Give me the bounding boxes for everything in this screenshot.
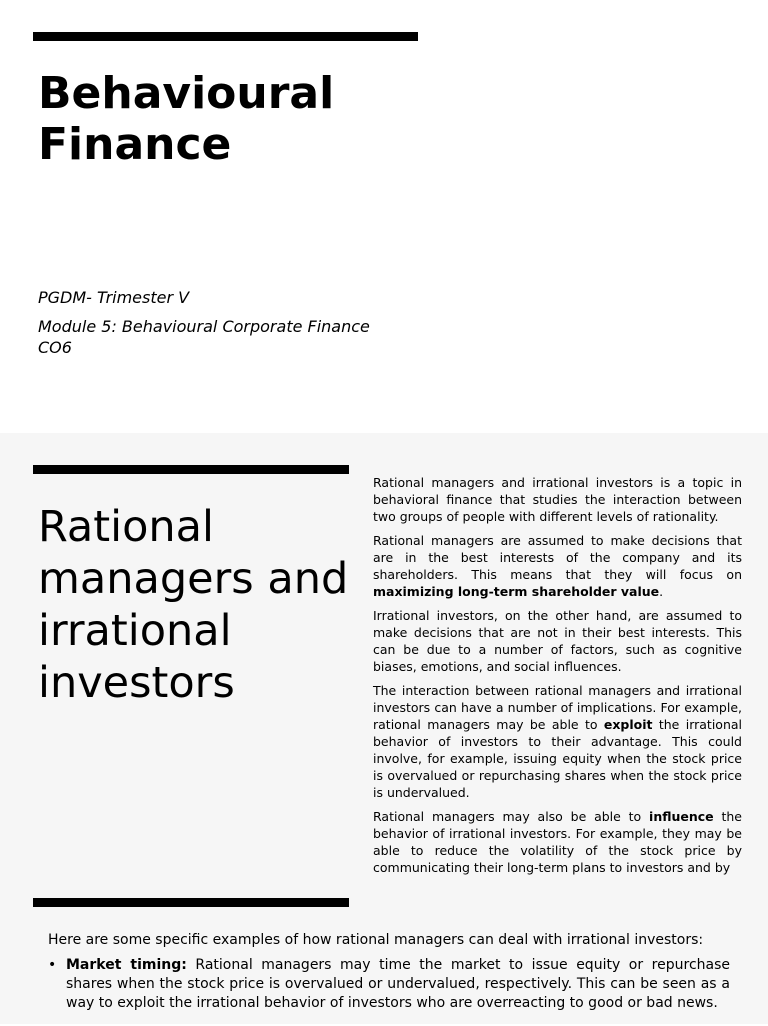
slide-title: Behavioural Finance [38, 68, 335, 170]
title-slide [0, 0, 768, 433]
subtitle-trimester: PGDM- Trimester V [38, 288, 190, 307]
paragraph-text: the irrational behavior of investors to their advantage. This could involve, for example, issuing equity when the stock price is overvalued or repurchasing shares when the stock price is undervalued. [373, 717, 742, 800]
paragraph-text: Rational managers may also be able to [373, 809, 650, 824]
bold-phrase: maximizing long-term shareholder value [373, 584, 660, 599]
subtitle-module [38, 316, 458, 358]
subtitle-co: CO6 [38, 338, 72, 357]
accent-bar [33, 32, 418, 41]
paragraph: Rational managers and irrational investors is a topic in behavioral finance that studies the interaction between two groups of people with different levels of rationality. [373, 475, 742, 524]
paragraph-text: The interaction between rational managers and irrational investors can have a number of implications. For example, rational managers may be able to [373, 683, 742, 732]
paragraph [373, 682, 742, 801]
bullet-label: Market timing: [66, 957, 187, 973]
body-text-column [373, 474, 742, 875]
accent-bar [33, 465, 349, 474]
subtitle-module-text: Module 5: Behavioural Corporate Finance [38, 317, 370, 336]
slide-heading: Rational managers and irrational investors [38, 502, 349, 708]
bullet-text: Rational managers may time the market to issue equity or repurchase shares when the stock price is overvalued or undervalued, respectively. This can be seen as a way to exploit the irrational behavior of investors who are overreacting to good or bad news. [66, 957, 730, 1011]
paragraph: Irrational investors, on the other hand, are assumed to make decisions that are not in their best interests. This can be due to a number of factors, such as cognitive biases, emotions, and social influences. [373, 608, 742, 674]
paragraph [373, 532, 742, 600]
examples-list [48, 956, 730, 1026]
paragraph [373, 808, 742, 876]
content-slide [0, 433, 768, 1024]
paragraph-text: Rational managers are assumed to make decisions that are in the best interests of the company and its shareholders. This means that they will focus on [373, 533, 742, 582]
paragraph-text: the behavior of irrational investors. For example, they may be able to reduce the volatility of the stock price by communicating their long-term plans to investors and by [373, 809, 742, 875]
bold-phrase: influence [649, 809, 714, 824]
examples-intro: Here are some specific examples of how rational managers can deal with irrational investors: [48, 932, 704, 948]
paragraph-text: . [659, 584, 664, 599]
list-item [48, 956, 730, 1013]
bullet-dot: • [48, 957, 57, 973]
bold-phrase: exploit [603, 717, 653, 732]
accent-bar [33, 898, 349, 907]
